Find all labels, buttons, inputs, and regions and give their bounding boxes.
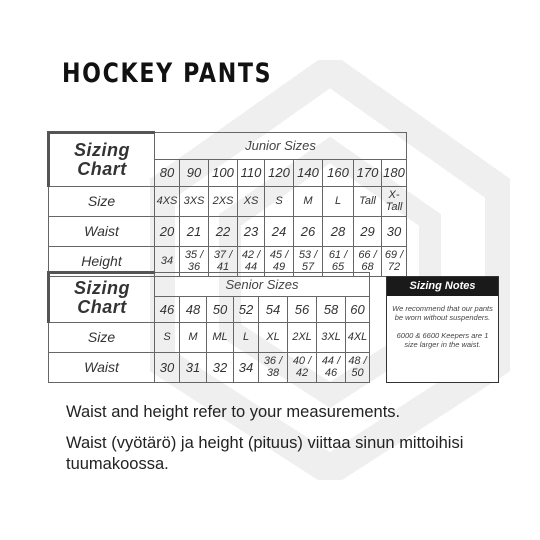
- brand-line-2: Chart: [77, 297, 127, 317]
- table-cell: S: [265, 187, 294, 217]
- table-cell: 32: [207, 353, 234, 383]
- table-cell: M: [180, 323, 207, 353]
- senior-size-header: 52: [234, 297, 259, 323]
- sizing-note-keepers: 6000 & 6600 Keepers are 1 size larger in the waist.: [396, 330, 489, 350]
- junior-size-header: 180: [382, 160, 407, 187]
- table-cell: 40 / 42: [288, 353, 317, 383]
- junior-size-header: 100: [209, 160, 238, 187]
- senior-size-table: [47, 271, 370, 383]
- table-cell: X-Tall: [382, 187, 407, 217]
- junior-size-table: [47, 131, 407, 277]
- table-cell: 22: [209, 217, 238, 247]
- table-cell: 4XS: [155, 187, 180, 217]
- table-cell: 21: [180, 217, 209, 247]
- junior-brand-label: [49, 133, 155, 187]
- table-cell: 42 / 44: [238, 247, 265, 277]
- table-cell: 30: [382, 217, 407, 247]
- table-cell: 20: [155, 217, 180, 247]
- junior-size-header: 120: [265, 160, 294, 187]
- table-cell: 34: [155, 247, 180, 277]
- table-cell: 3XS: [180, 187, 209, 217]
- junior-size-header: 80: [155, 160, 180, 187]
- table-cell: 26: [294, 217, 323, 247]
- table-cell: 66 / 68: [354, 247, 382, 277]
- table-cell: S: [155, 323, 180, 353]
- table-cell: Tall: [354, 187, 382, 217]
- caption-finnish: Waist (vyötärö) ja height (pituus) viittaa sinun mittoihisi tuumakoossa.: [66, 434, 464, 473]
- senior-size-header: 50: [207, 297, 234, 323]
- senior-size-header: 54: [259, 297, 288, 323]
- senior-size-header: 60: [346, 297, 370, 323]
- junior-size-header: 140: [294, 160, 323, 187]
- table-cell: 24: [265, 217, 294, 247]
- table-cell: 4XL: [346, 323, 370, 353]
- row-label-waist: Waist: [49, 217, 155, 247]
- junior-size-header: 160: [323, 160, 354, 187]
- junior-size-header: 110: [238, 160, 265, 187]
- table-cell: 69 / 72: [382, 247, 407, 277]
- senior-size-header: 48: [180, 297, 207, 323]
- page-title: HOCKEY PANTS: [62, 58, 273, 89]
- table-cell: 29: [354, 217, 382, 247]
- senior-brand-label: [49, 273, 155, 323]
- row-label-size: Size: [49, 187, 155, 217]
- sizing-note-suspenders: We recommend that our pants be worn without suspenders.: [392, 304, 493, 323]
- caption-english: Waist and height refer to your measurements.: [66, 403, 401, 421]
- table-cell: M: [294, 187, 323, 217]
- table-cell: 28: [323, 217, 354, 247]
- table-cell: 35 / 36: [180, 247, 209, 277]
- table-cell: 30: [155, 353, 180, 383]
- brand-line-1: Sizing: [74, 278, 130, 299]
- junior-size-header: 90: [180, 160, 209, 187]
- table-cell: ML: [207, 323, 234, 353]
- sizing-notes-box: [386, 276, 499, 383]
- senior-size-header: 56: [288, 297, 317, 323]
- table-cell: 44 / 46: [317, 353, 346, 383]
- brand-line-1: Sizing: [74, 140, 130, 161]
- table-cell: 31: [180, 353, 207, 383]
- junior-size-header: 170: [354, 160, 382, 187]
- junior-group-header: Junior Sizes: [155, 133, 407, 160]
- row-label-height: Height: [49, 247, 155, 277]
- sizing-notes-heading: Sizing Notes: [387, 277, 498, 296]
- table-cell: 45 / 49: [265, 247, 294, 277]
- table-cell: 2XS: [209, 187, 238, 217]
- table-cell: 48 / 50: [346, 353, 370, 383]
- table-cell: 3XL: [317, 323, 346, 353]
- row-label-waist: Waist: [49, 353, 155, 383]
- table-cell: L: [323, 187, 354, 217]
- table-cell: 36 / 38: [259, 353, 288, 383]
- table-cell: 53 / 57: [294, 247, 323, 277]
- table-cell: XL: [259, 323, 288, 353]
- senior-group-header: Senior Sizes: [155, 273, 370, 297]
- senior-size-header: 58: [317, 297, 346, 323]
- table-cell: 34: [234, 353, 259, 383]
- table-cell: 23: [238, 217, 265, 247]
- table-cell: L: [234, 323, 259, 353]
- row-label-size: Size: [49, 323, 155, 353]
- senior-size-header: 46: [155, 297, 180, 323]
- table-cell: 37 / 41: [209, 247, 238, 277]
- table-cell: 61 / 65: [323, 247, 354, 277]
- brand-line-2: Chart: [77, 159, 127, 179]
- table-cell: 2XL: [288, 323, 317, 353]
- table-cell: XS: [238, 187, 265, 217]
